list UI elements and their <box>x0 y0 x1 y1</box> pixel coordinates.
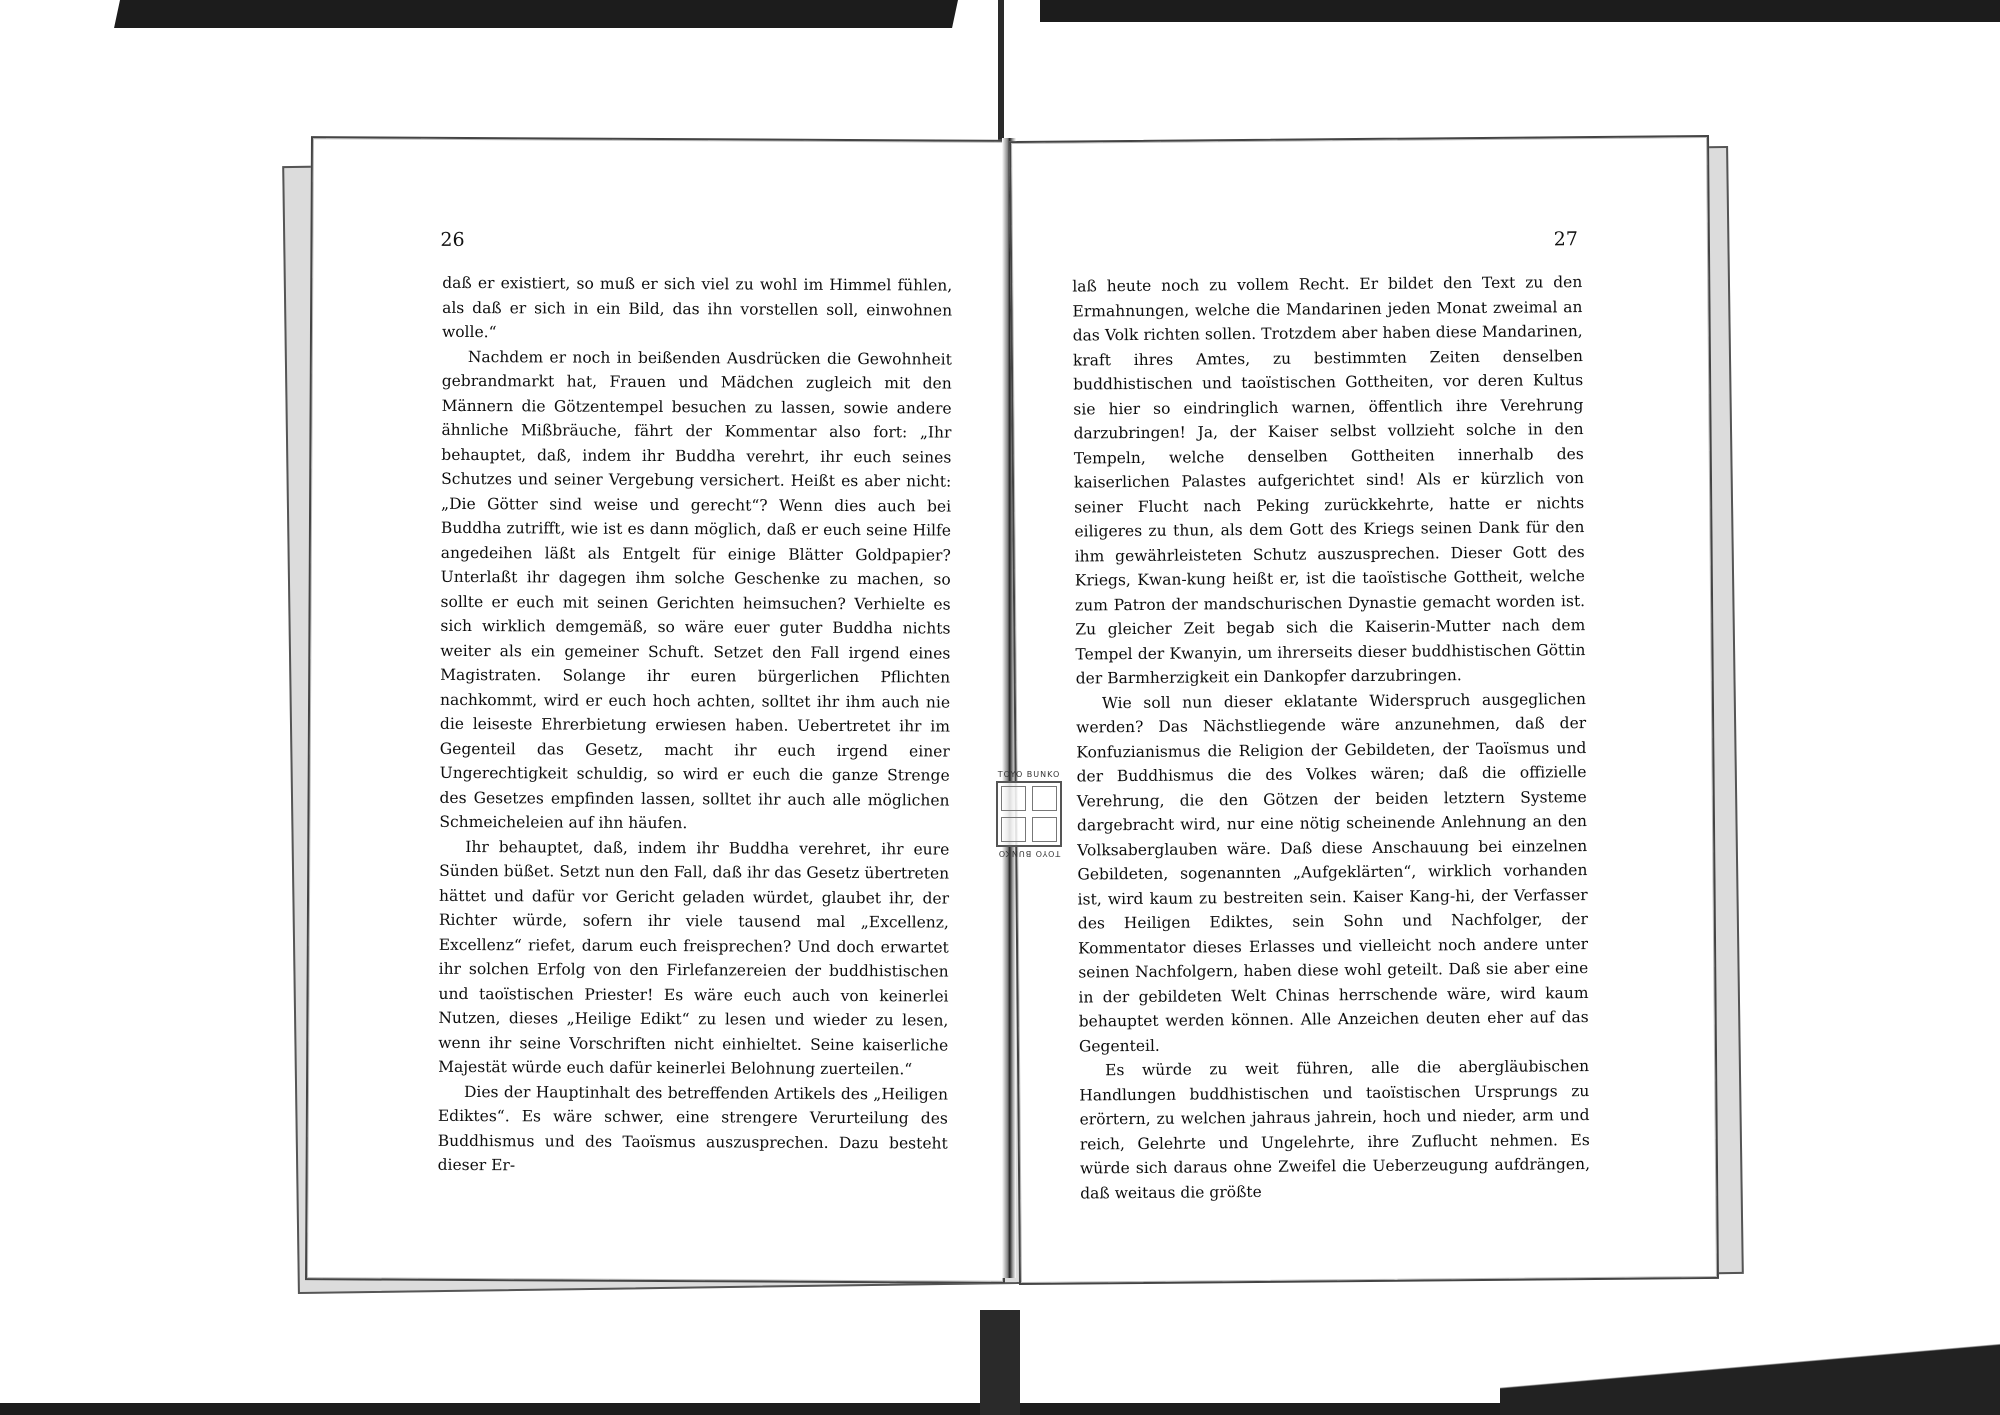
right-paragraph-3: Es würde zu weit führen, alle die abergläubischen Handlungen buddhistischen und taoïstischen Ursprungs zu erörtern, zu welchen jahraus jahrein, hoch und nieder, arm und reich, Gelehrte und Ungelehrte, ihre Zuflucht nehmen. Es würde sich daraus ohne Zweifel die Ueberzeugung aufdrängen, daß weitaus die größte <box>1079 1057 1591 1202</box>
stamp-bottom-text: TOYO BUNKO <box>997 849 1061 858</box>
left-page-number: 26 <box>440 228 465 251</box>
right-paragraph-1: laß heute noch zu vollem Recht. Er bildet den Text zu den Ermahnungen, welche die Mandarinen jeden Monat zweimal an das Volk richten sollen. Trotzdem aber haben diese Mandarinen, kraft ihres Amtes, zu bestimmten Zeiten denselben buddhistischen und taoïstischen Gottheiten, vor deren Kultus sie hier so eindringlich warnen, öffentlich ihre Verehrung darzubringen! Ja, der Kaiser selbst vollzieht solche in den Tempeln, welche denselben Gottheiten innerhalb des kaiserlichen Palastes aufgerichtet sind! Als er kürzlich von seiner Flucht nach Peking zurückkehrte, hatte er nichts eiligeres zu thun, als dem Gott des Kriegs seinen Dank für den ihm gewährleisteten Schutz auszusprechen. Dieser Gott des Kriegs, Kwan-kung heißt er, ist die taoïstische Gottheit, welche zum Patron der mandschurischen Dynastie gemacht worden ist. Zu gleicher Zeit begab sich die Kaiserin-Mutter nach dem Tempel der Kwanyin, um ihrerseits dieser buddhistischen Göttin der Barmherzigkeit ein Dankopfer darzubringen. <box>1072 273 1586 688</box>
right-page-number: 27 <box>1553 228 1578 251</box>
stamp-seal-icon <box>996 781 1062 847</box>
left-paragraph-4: Dies der Hauptinhalt des betreffenden Artikels des „Heiligen Ediktes“. Es wäre schwer, eine strengere Verurteilung des Buddhismus und des Taoïsmus auszusprechen. Dazu besteht dieser Er- <box>437 1082 949 1175</box>
right-paragraph-2: Wie soll nun dieser eklatante Widerspruch ausgeglichen werden? Das Nächstliegende wäre anzunehmen, daß der Konfuzianismus die Religion der Gebildeten, der Taoïsmus und der Buddhismus die des Volkes wären; daß die offizielle Verehrung, die den Götzen der beiden letztern Systeme dargebracht wird, nur eine nötig scheinende Anlehnung an den Volksaberglauben wäre. Daß diese Anschauung bei einzelnen Gebildeten, sogenannten „Aufgeklärten“, wirklich vorhanden ist, wird kaum zu bestreiten sein. Kaiser Kang-hi, der Verfasser des Heiligen Ediktes, sein Sohn und Nachfolger, der Kommentator dieses Erlasses und vielleicht noch andere unter seinen Nachfolgern, haben diese wohl geteilt. Daß sie aber eine in der gebildeten Welt Chinas herrschende wäre, wird kaum behauptet werden können. Alle Anzeichen deuten eher auf das Gegenteil. <box>1076 689 1589 1056</box>
library-stamp <box>992 770 1066 870</box>
left-paragraph-3: Ihr behauptet, daß, indem ihr Buddha verehret, ihr eure Sünden büßet. Setzt nun den Fall, daß ihr das Gesetz übertreten hättet und dafür vor Gericht geladen würdet, glaubet ihr, der Richter würde, sofern ihr viele tausend mal „Excellenz, Excellenz“ riefet, darum euch freisprechen? Und doch erwartet ihr solchen Erfolg von den Firlefanzereien der buddhistischen und taoïstischen Priester! Es wäre euch auch von keinerlei Nutzen, dieses „Heilige Edikt“ zu lesen und wieder zu lesen, wenn ihr seine Vorschriften nicht einhieltet. Seine kaiserliche Majestät würde euch dafür keinerlei Belohnung zuerteilen.“ <box>438 837 950 1079</box>
stamp-top-text: TOYO BUNKO <box>997 770 1061 779</box>
scan-border-top-right <box>1040 0 2000 22</box>
scan-border-bottom-center <box>980 1310 1020 1415</box>
scan-border-top-left <box>114 0 958 28</box>
left-page <box>305 136 1011 1284</box>
right-page-text <box>1072 270 1590 1205</box>
open-book <box>296 138 1726 1286</box>
scan-border-top-gap <box>998 0 1004 150</box>
scan-border-bottom-right <box>1500 1300 2000 1415</box>
left-page-text <box>438 271 953 1180</box>
right-page <box>1009 135 1719 1285</box>
left-paragraph-2: Nachdem er noch in beißenden Ausdrücken die Gewohnheit gebrandmarkt hat, Frauen und Mädchen zugleich mit den Männern die Götzentempel besuchen zu lassen, sowie andere ähnliche Mißbräuche, fährt der Kommentar also fort: „Ihr behauptet, daß, indem ihr Buddha verehrt, ihr euch seines Schutzes und seiner Vergebung versichert. Heißt es aber nicht: „Die Götter sind weise und gerecht“? Wenn dies auch bei Buddha zutrifft, wie ist es dann möglich, daß er euch seine Hilfe angedeihen läßt als Entgelt für einige Blätter Goldpapier? Unterlaßt ihr dagegen ihm solche Geschenke zu machen, so sollte er euch mit seinen Gerichten heimsuchen? Verhielte es sich wirklich demgemäß, so wäre euer guter Buddha nichts weiter als ein gemeiner Schuft. Setzet den Fall irgend eines Magistraten. Solange ihr euren bürgerlichen Pflichten nachkommt, wird er euch hoch achten, solltet ihr ihm auch nie die leiseste Ehrerbietung erwiesen haben. Uebertretet ihr im Gegenteil das Gesetz, macht ihr euch irgend einer Ungerechtigkeit schuldig, so wird er euch die ganze Strenge des Gesetzes empfinden lassen, solltet ihr auch alle möglichen Schmeicheleien auf ihn häufen. <box>439 347 952 833</box>
left-paragraph-1: daß er existiert, so muß er sich viel zu wohl im Himmel fühlen, als daß er sich in ein Bild, das ihn vorstellen soll, einwohnen wolle.“ <box>441 273 953 342</box>
